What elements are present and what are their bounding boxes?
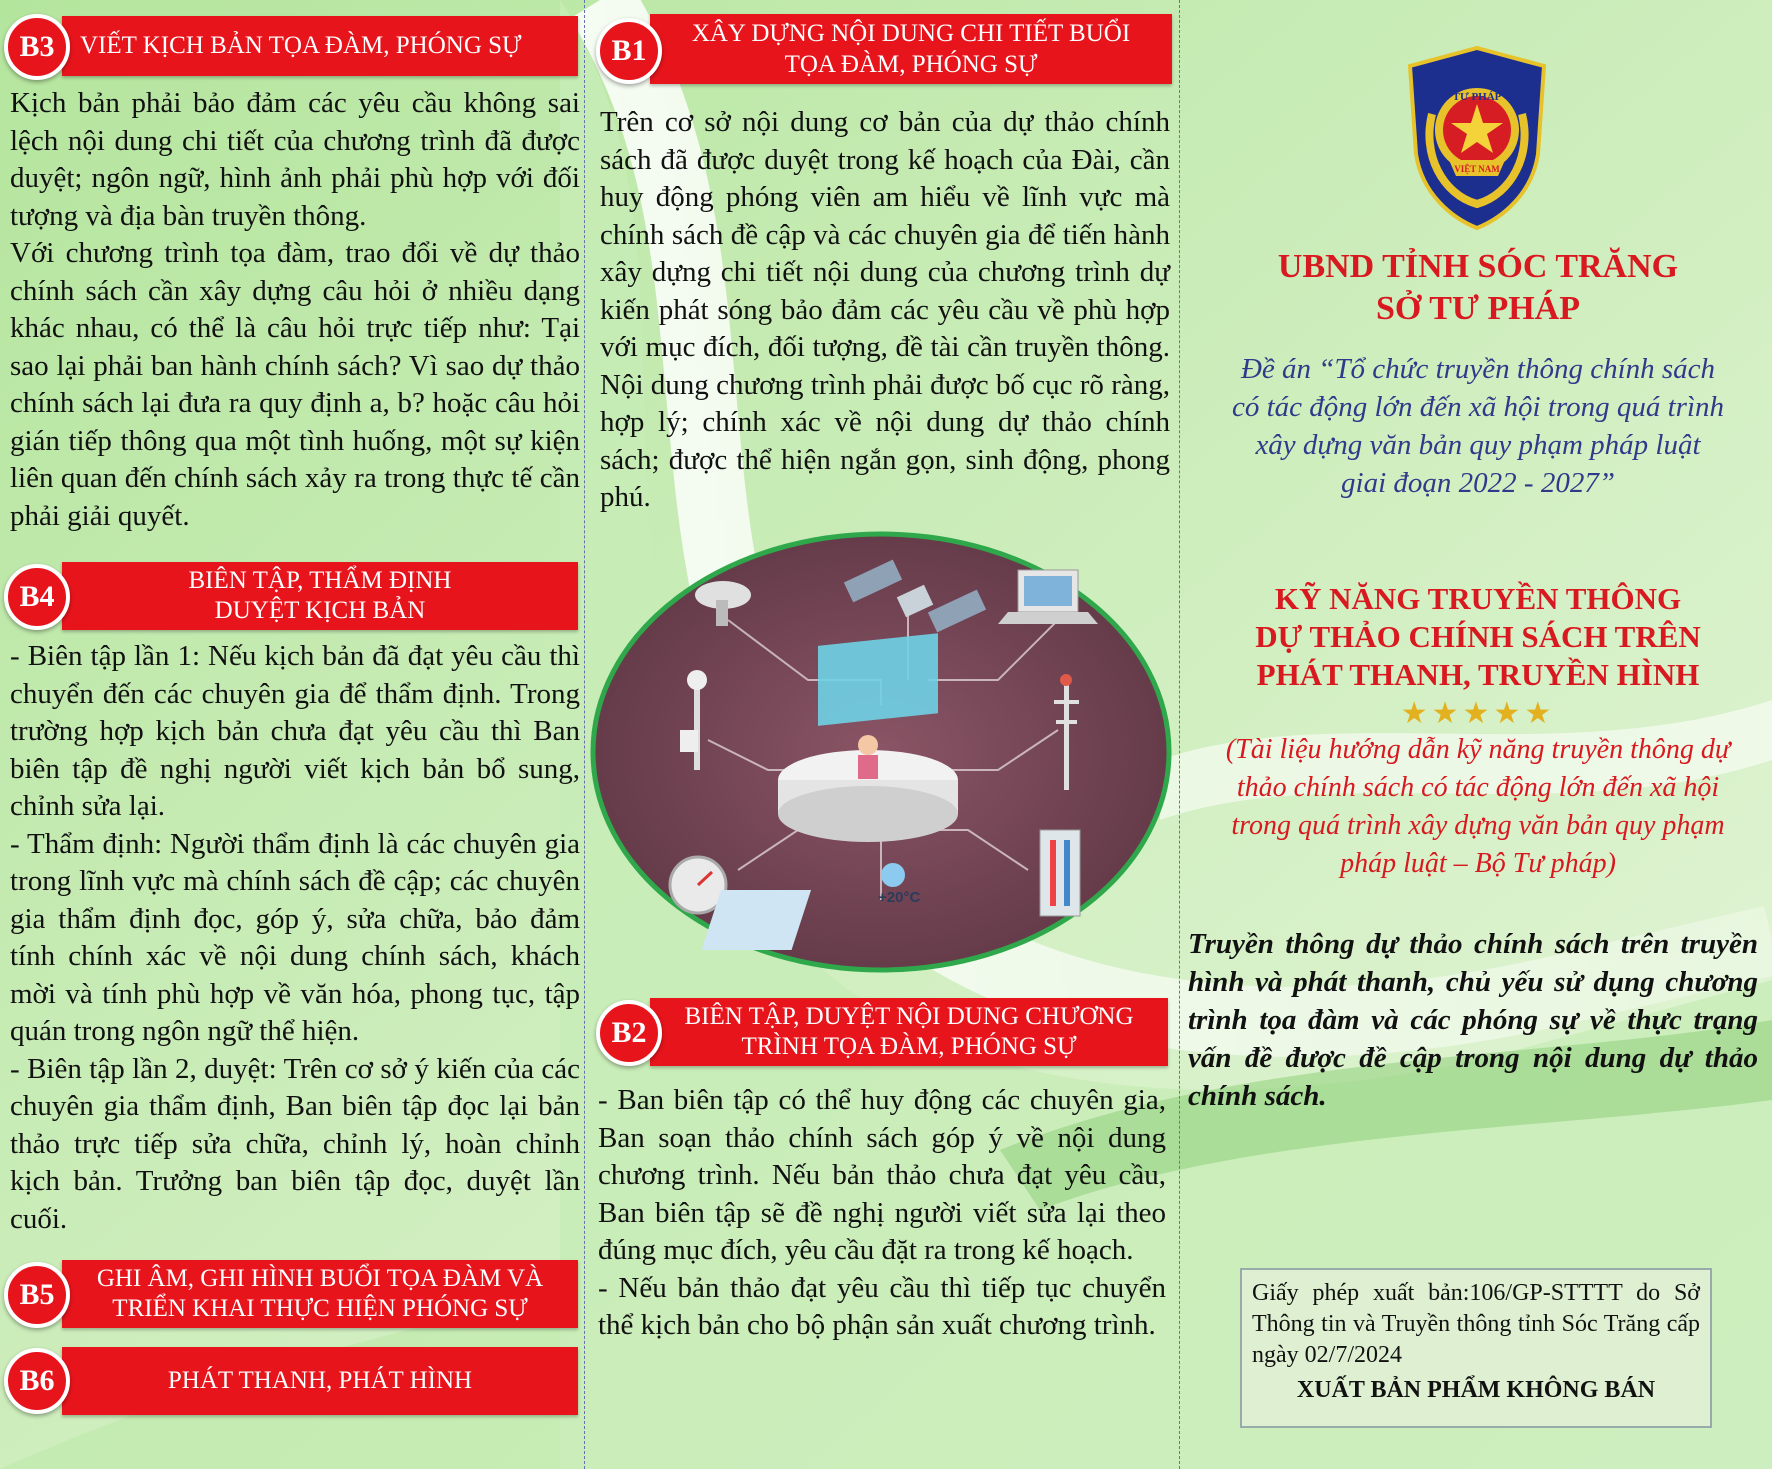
subtitle-line-2: thảo chính sách có tác động lớn đến xã hội <box>1236 772 1720 803</box>
organization-line-2: SỞ TƯ PHÁP <box>1375 290 1581 327</box>
b1-title-line-2: TỌA ĐÀM, PHÓNG SỰ <box>784 51 1038 78</box>
main-title-line-2: DỰ THẢO CHÍNH SÁCH TRÊN <box>1255 619 1701 654</box>
b1-paragraph: Trên cơ sở nội dung cơ bản của dự thảo chính sách đã được duyệt trong kế hoạch của Đài, cần huy động phóng viên am hiểu về lĩnh vực mà chính sách đề cập và các chuyên gia để tiến hành xây dựng chi tiết nội dung của chương trình dự kiến phát sóng bảo đảm các yêu cầu về phù hợp với mục đích, đối tượng, đề tài cần truyền thông. Nội dung chương trình phải được bố cục rõ ràng, hợp lý; chính xác về nội dung dự thảo chính sách; được thể hiện ngắn gọn, sinh động, phong phú. <box>600 106 1170 513</box>
b1-body <box>600 104 1170 517</box>
b4-paragraph-3: - Biên tập lần 2, duyệt: Trên cơ sở ý kiến của các chuyên gia thẩm định, Ban biên tập đọc lại bản thảo trực tiếp sửa chữa, chỉnh lý, hoàn chỉnh kịch bản. Trưởng ban biên tập đọc, duyệt lần cuối. <box>10 1052 580 1235</box>
b3-header <box>62 16 578 76</box>
column-divider-right <box>1179 0 1180 1469</box>
b5-header <box>62 1260 578 1328</box>
b1-header <box>650 14 1172 84</box>
b4-body <box>10 638 580 1238</box>
b4-title-line-1: BIÊN TẬP, THẨM ĐỊNH <box>188 567 452 594</box>
license-note: XUẤT BẢN PHẨM KHÔNG BÁN <box>1296 1377 1656 1403</box>
summary-text: Truyền thông dự thảo chính sách trên truyền hình và phát thanh, chủ yếu sử dụng chương trình tọa đàm và các phóng sự về thực trạng vấn đề được đề cập trong nội dung dự thảo chính sách. <box>1188 928 1758 1112</box>
b2-paragraph-1: - Ban biên tập có thể huy động các chuyên gia, Ban soạn thảo chính sách góp ý về nội dung chương trình. Nếu bản thảo chưa đạt yêu cầu, Ban biên tập sẽ đề nghị người viết sửa lại theo đúng mục đích, yêu cầu đặt ra trong kế hoạch. <box>598 1084 1166 1266</box>
b2-badge: B2 <box>596 1000 662 1066</box>
project-line-2: có tác động lớn đến xã hội trong quá trình <box>1231 391 1725 423</box>
thermometer-icon <box>1040 830 1080 916</box>
b4-badge: B4 <box>4 564 70 630</box>
b6-header <box>62 1347 578 1415</box>
weather-broadcast-illustration <box>588 530 1174 974</box>
temperature-label: +20°C <box>878 889 921 906</box>
b5-badge: B5 <box>4 1262 70 1328</box>
project-line-1: Đề án “Tổ chức truyền thông chính sách <box>1240 353 1716 385</box>
b2-title-line-2: TRÌNH TỌA ĐÀM, PHÓNG SỰ <box>741 1033 1077 1060</box>
b5-title-line-2: TRIỂN KHAI THỰC HIỆN PHÓNG SỰ <box>112 1295 528 1322</box>
emblem-bottom-text: VIỆT NAM <box>1454 164 1500 174</box>
main-title-line-3: PHÁT THANH, TRUYỀN HÌNH <box>1256 657 1700 692</box>
b3-badge: B3 <box>4 14 70 80</box>
b4-paragraph-2: - Thẩm định: Người thẩm định là các chuyên gia trong lĩnh vực mà chính sách đề cập; các chuyên gia thẩm định đọc, góp ý, sửa chữa, bảo đảm tính chính xác về nội dung chính sách, khách mời và tính phù hợp về văn hóa, phong tục, tập quán trong ngôn ngữ thể hiện. <box>10 827 580 1047</box>
b6-badge: B6 <box>4 1348 70 1414</box>
b2-header <box>650 998 1168 1066</box>
b4-paragraph-1: - Biên tập lần 1: Nếu kịch bản đã đạt yêu cầu thì chuyển đến các chuyên gia để thẩm định. Trong trường hợp kịch bản chưa đạt yêu cầu thì Ban biên tập đề nghị người viết kịch bản bổ sung, chỉnh sửa lại. <box>10 640 580 822</box>
b1-badge: B1 <box>596 18 662 84</box>
subtitle <box>1188 731 1768 883</box>
b6-title: PHÁT THANH, PHÁT HÌNH <box>167 1367 473 1394</box>
subtitle-line-3: trong quá trình xây dựng văn bản quy phạm <box>1231 810 1725 841</box>
license-box <box>1240 1268 1712 1428</box>
rating-stars: ★★★★★ <box>1400 696 1556 731</box>
b3-paragraph-2: Với chương trình tọa đàm, trao đổi về dự thảo chính sách cần xây dựng câu hỏi ở nhiều dạng khác nhau, có thể là câu hỏi trực tiếp như: Tại sao lại phải ban hành chính sách? Vì sao dự thảo chính sách lại đưa ra quy định a, b? hoặc câu hỏi gián tiếp thông qua một tình huống, một sự kiện liên quan đến chính sách xảy ra trong thực tế cần phải giải quyết. <box>10 237 580 532</box>
b2-title-line-1: BIÊN TẬP, DUYỆT NỘI DUNG CHƯƠNG <box>684 1003 1134 1030</box>
main-title-line-1: KỸ NĂNG TRUYỀN THÔNG <box>1274 581 1682 616</box>
b3-paragraph-1: Kịch bản phải bảo đảm các yêu cầu không sai lệch nội dung chi tiết của chương trình đã được duyệt; ngôn ngữ, hình ảnh phải phù hợp với đối tượng và địa bàn truyền thông. <box>10 87 580 232</box>
project-line-4: giai đoạn 2022 - 2027” <box>1341 467 1615 499</box>
subtitle-line-1: (Tài liệu hướng dẫn kỹ năng truyền thông dự <box>1225 734 1731 765</box>
justice-emblem <box>1402 44 1552 232</box>
main-title <box>1188 580 1768 694</box>
subtitle-line-4: pháp luật – Bộ Tư pháp) <box>1340 848 1616 879</box>
b3-body <box>10 85 580 535</box>
b2-paragraph-2: - Nếu bản thảo đạt yêu cầu thì tiếp tục chuyển thể kịch bản cho bộ phận sản xuất chương trình. <box>598 1271 1166 1341</box>
project-line-3: xây dựng văn bản quy phạm pháp luật <box>1255 429 1701 461</box>
b1-title-line-1: XÂY DỰNG NỘI DUNG CHI TIẾT BUỔI <box>691 20 1131 47</box>
organization-line-1: UBND TỈNH SÓC TRĂNG <box>1277 248 1679 285</box>
b4-title-line-2: DUYỆT KỊCH BẢN <box>214 597 426 624</box>
b4-header <box>62 562 578 630</box>
license-text: Giấy phép xuất bản:106/GP-STTTT do Sở Thông tin và Truyền thông tỉnh Sóc Trăng cấp ngày 02/7/2024 <box>1252 1280 1700 1368</box>
project-title <box>1188 350 1768 502</box>
organization-name <box>1188 246 1768 330</box>
b3-title: VIẾT KỊCH BẢN TỌA ĐÀM, PHÓNG SỰ <box>80 32 522 59</box>
b2-body <box>598 1082 1166 1345</box>
column-divider-left <box>584 0 585 1469</box>
b5-title-line-1: GHI ÂM, GHI HÌNH BUỔI TỌA ĐÀM VÀ <box>96 1265 544 1292</box>
emblem-top-text: TƯ PHÁP <box>1452 91 1502 103</box>
